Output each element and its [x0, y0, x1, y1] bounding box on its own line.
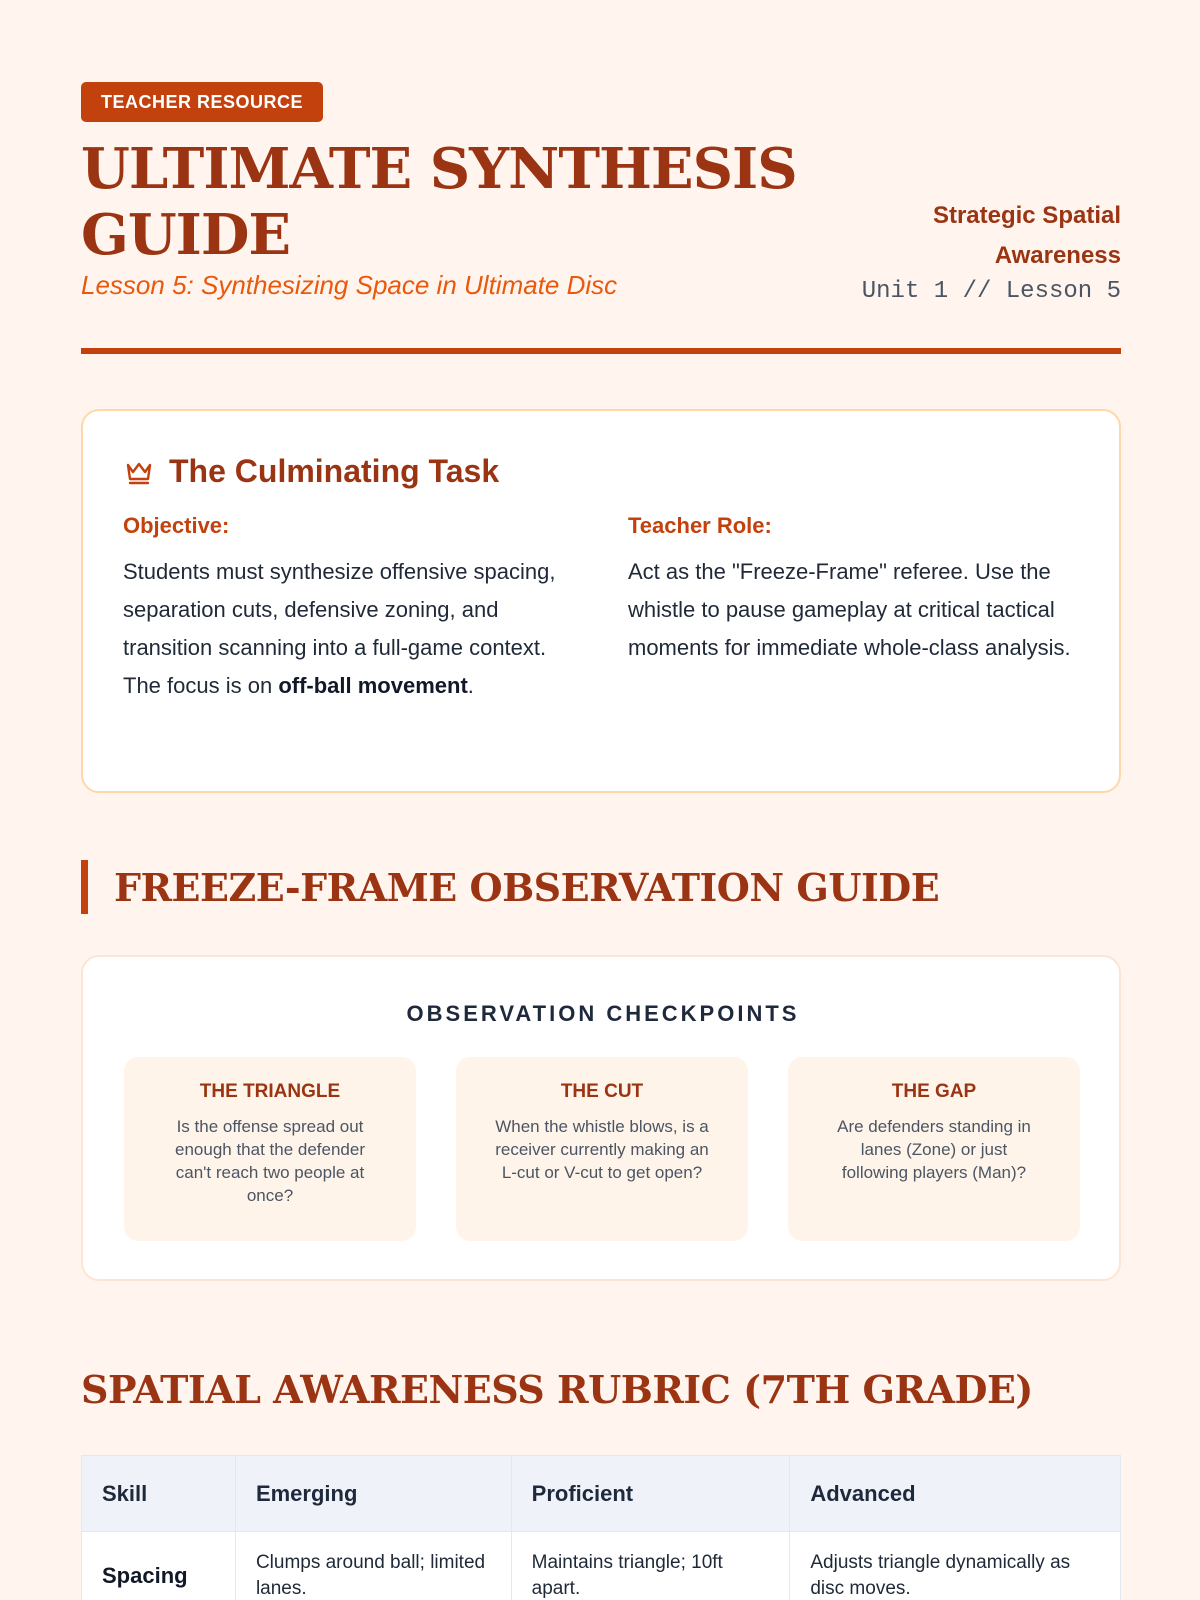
task-title: The Culminating Task — [169, 453, 500, 489]
rubric-skill-cell: Spacing — [82, 1532, 236, 1600]
lesson-subtitle: Lesson 5: Synthesizing Space in Ultimate Disc — [81, 270, 618, 300]
rubric-table — [81, 1455, 1121, 1600]
table-row — [82, 1532, 1121, 1600]
observation-card-title: OBSERVATION CHECKPOINTS — [406, 1001, 800, 1026]
checkpoint-text: When the whistle blows, is a receiver currently making an L-cut or V-cut to get open? — [495, 1117, 709, 1182]
page-title: ULTIMATE SYNTHESIS GUIDE — [81, 136, 797, 268]
culminating-task-card — [81, 409, 1121, 793]
teacher-role-label: Teacher Role: — [628, 513, 772, 538]
header-divider — [81, 348, 1121, 354]
teacher-resource-badge: TEACHER RESOURCE — [81, 82, 323, 122]
rubric-header-row — [82, 1456, 1121, 1532]
checkpoint-title: THE CUT — [560, 1081, 644, 1102]
checkpoint-title: THE TRIANGLE — [199, 1081, 341, 1102]
rubric-proficient-cell: Maintains triangle; 10ft apart. — [511, 1532, 790, 1600]
task-heading — [123, 453, 499, 490]
rubric-header-cell: Proficient — [511, 1456, 790, 1532]
freeze-frame-heading — [81, 860, 939, 914]
observation-card — [81, 955, 1121, 1281]
objective-text: Students must synthesize offensive spacing, separation cuts, defensive zoning, and transition scanning into a full-game context. The focus is on off-ball movement. — [123, 559, 556, 698]
header-meta — [801, 196, 1121, 308]
objective-column — [123, 513, 573, 705]
unit-label: Unit 1 // Lesson 5 — [861, 278, 1121, 305]
freeze-frame-title: FREEZE-FRAME OBSERVATION GUIDE — [114, 864, 940, 910]
objective-emphasis: off-ball movement — [278, 673, 468, 698]
checkpoint-text: Is the offense spread out enough that the defender can't reach two people at once? — [175, 1117, 365, 1205]
rubric-header-cell: Advanced — [790, 1456, 1121, 1532]
checkpoint-title: THE GAP — [891, 1081, 977, 1102]
teacher-guide-page — [81, 0, 1121, 1600]
rubric-advanced-cell: Adjusts triangle dynamically as disc moves. — [790, 1532, 1121, 1600]
rubric-header-cell: Emerging — [235, 1456, 511, 1532]
objective-label: Objective: — [123, 513, 230, 538]
crown-icon — [123, 456, 155, 488]
checkpoint-triangle — [124, 1057, 416, 1241]
checkpoint-gap — [788, 1057, 1080, 1241]
checkpoint-cut — [456, 1057, 748, 1241]
rubric-title: SPATIAL AWARENESS RUBRIC (7TH GRADE) — [81, 1367, 1033, 1412]
rubric-emerging-cell: Clumps around ball; limited lanes. — [235, 1532, 511, 1600]
checkpoint-text: Are defenders standing in lanes (Zone) or just following players (Man)? — [837, 1117, 1031, 1182]
teacher-role-column — [628, 513, 1078, 667]
teacher-role-text: Act as the "Freeze-Frame" referee. Use the whistle to pause gameplay at critical tactical moments for immediate whole-class analysis. — [628, 559, 1071, 660]
rubric-header-cell: Skill — [82, 1456, 236, 1532]
strategy-label: Strategic Spatial Awareness — [932, 202, 1121, 269]
